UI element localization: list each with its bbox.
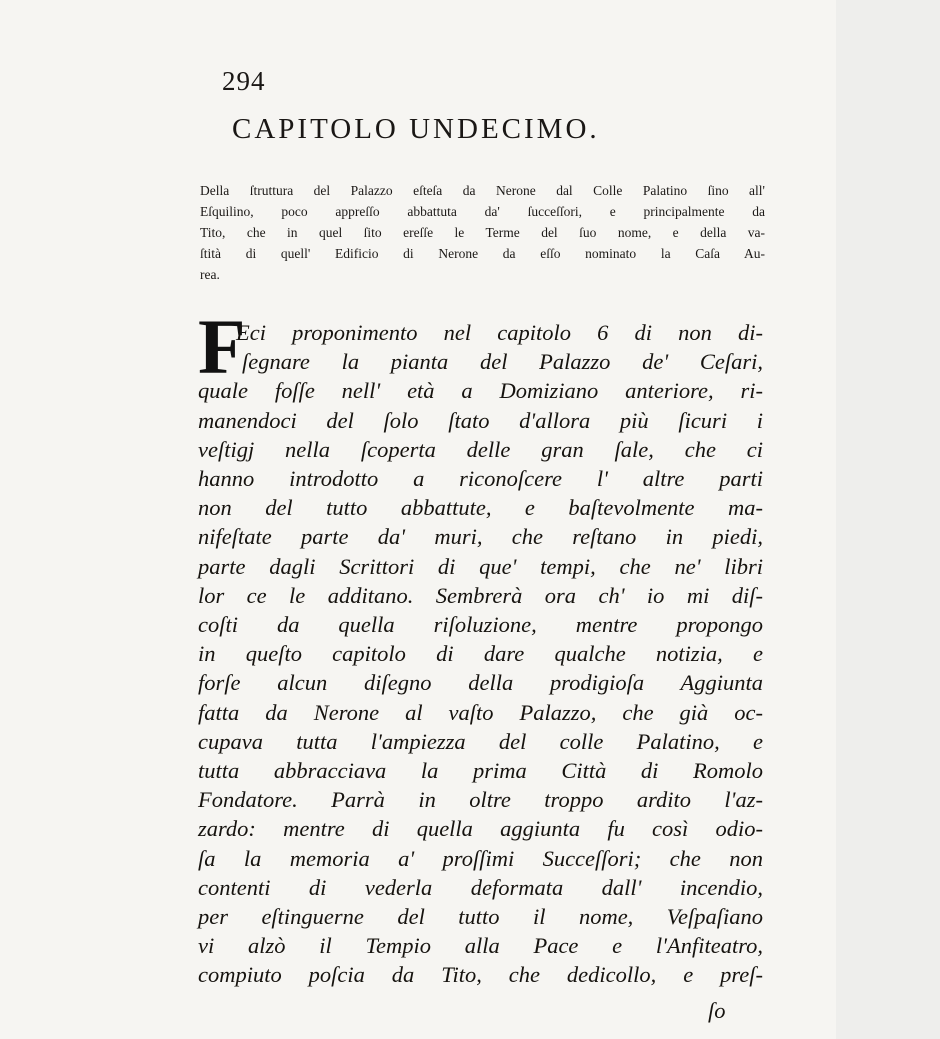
body-line: lor ce le additano. Sembrerà ora ch' io mi diſ- [198, 582, 763, 608]
body-text [198, 318, 763, 990]
page-margin [836, 0, 940, 1039]
body-line: per eſtinguerne del tutto il nome, Veſpaſiano [198, 904, 763, 930]
chapter-summary [200, 180, 765, 285]
body-line: Fondatore. Parrà in oltre troppo ardito l'az- [198, 787, 763, 813]
body-line: ſa la memoria a' proſſimi Succeſſori; che non [198, 845, 763, 871]
body-line: fatta da Nerone al vaſto Palazzo, che già oc- [198, 699, 763, 725]
body-line: hanno introdotto a riconoſcere l' altre parti [198, 466, 763, 492]
body-line: veſtigj nella ſcoperta delle gran ſale, che ci [198, 436, 763, 462]
body-line: coſti da quella riſoluzione, mentre propongo [198, 612, 763, 638]
drop-cap: F [198, 303, 246, 390]
body-line: nifeſtate parte da' muri, che reſtano in piedi, [198, 524, 763, 550]
catchword: ſo [708, 998, 726, 1023]
summary-line: Tito, che in quel ſito ereſſe le Terme del ſuo nome, e della va- [200, 225, 765, 240]
page-number: 294 [222, 66, 266, 96]
chapter-title: CAPITOLO UNDECIMO. [232, 113, 600, 145]
summary-line: ſtità di quell' Edificio di Nerone da eſſo nominato la Caſa Au- [200, 246, 765, 261]
body-line: vi alzò il Tempio alla Pace e l'Anfiteatro, [198, 933, 763, 959]
body-line: tutta abbracciava la prima Città di Romolo [198, 758, 763, 784]
summary-line: rea. [200, 267, 220, 282]
body-line: non del tutto abbattute, e baſtevolmente ma- [198, 495, 763, 521]
body-line: parte dagli Scrittori di que' tempi, che ne' libri [198, 553, 763, 579]
body-line: quale foſſe nell' età a Domiziano anteriore, ri- [198, 378, 763, 404]
body-line: manendoci del ſolo ſtato d'allora più ſicuri i [198, 407, 763, 433]
body-line: Eci proponimento nel capitolo 6 di non di- [236, 320, 763, 345]
body-line: in queſto capitolo di dare qualche notizia, e [198, 641, 763, 667]
body-line: contenti di vederla deformata dall' incendio, [198, 874, 763, 900]
body-line: compiuto poſcia da Tito, che dedicollo, e preſ- [198, 962, 763, 988]
summary-line: Della ſtruttura del Palazzo eſteſa da Nerone dal Colle Palatino ſino all' [200, 183, 765, 198]
body-line: forſe alcun diſegno della prodigioſa Aggiunta [198, 670, 763, 696]
body-line: zardo: mentre di quella aggiunta fu così odio- [198, 816, 763, 842]
body-line: cupava tutta l'ampiezza del colle Palatino, e [198, 728, 763, 754]
body-line: ſegnare la pianta del Palazzo de' Ceſari, [242, 349, 763, 375]
summary-line: Eſquilino, poco appreſſo abbattuta da' ſucceſſori, e principalmente da [200, 204, 765, 219]
